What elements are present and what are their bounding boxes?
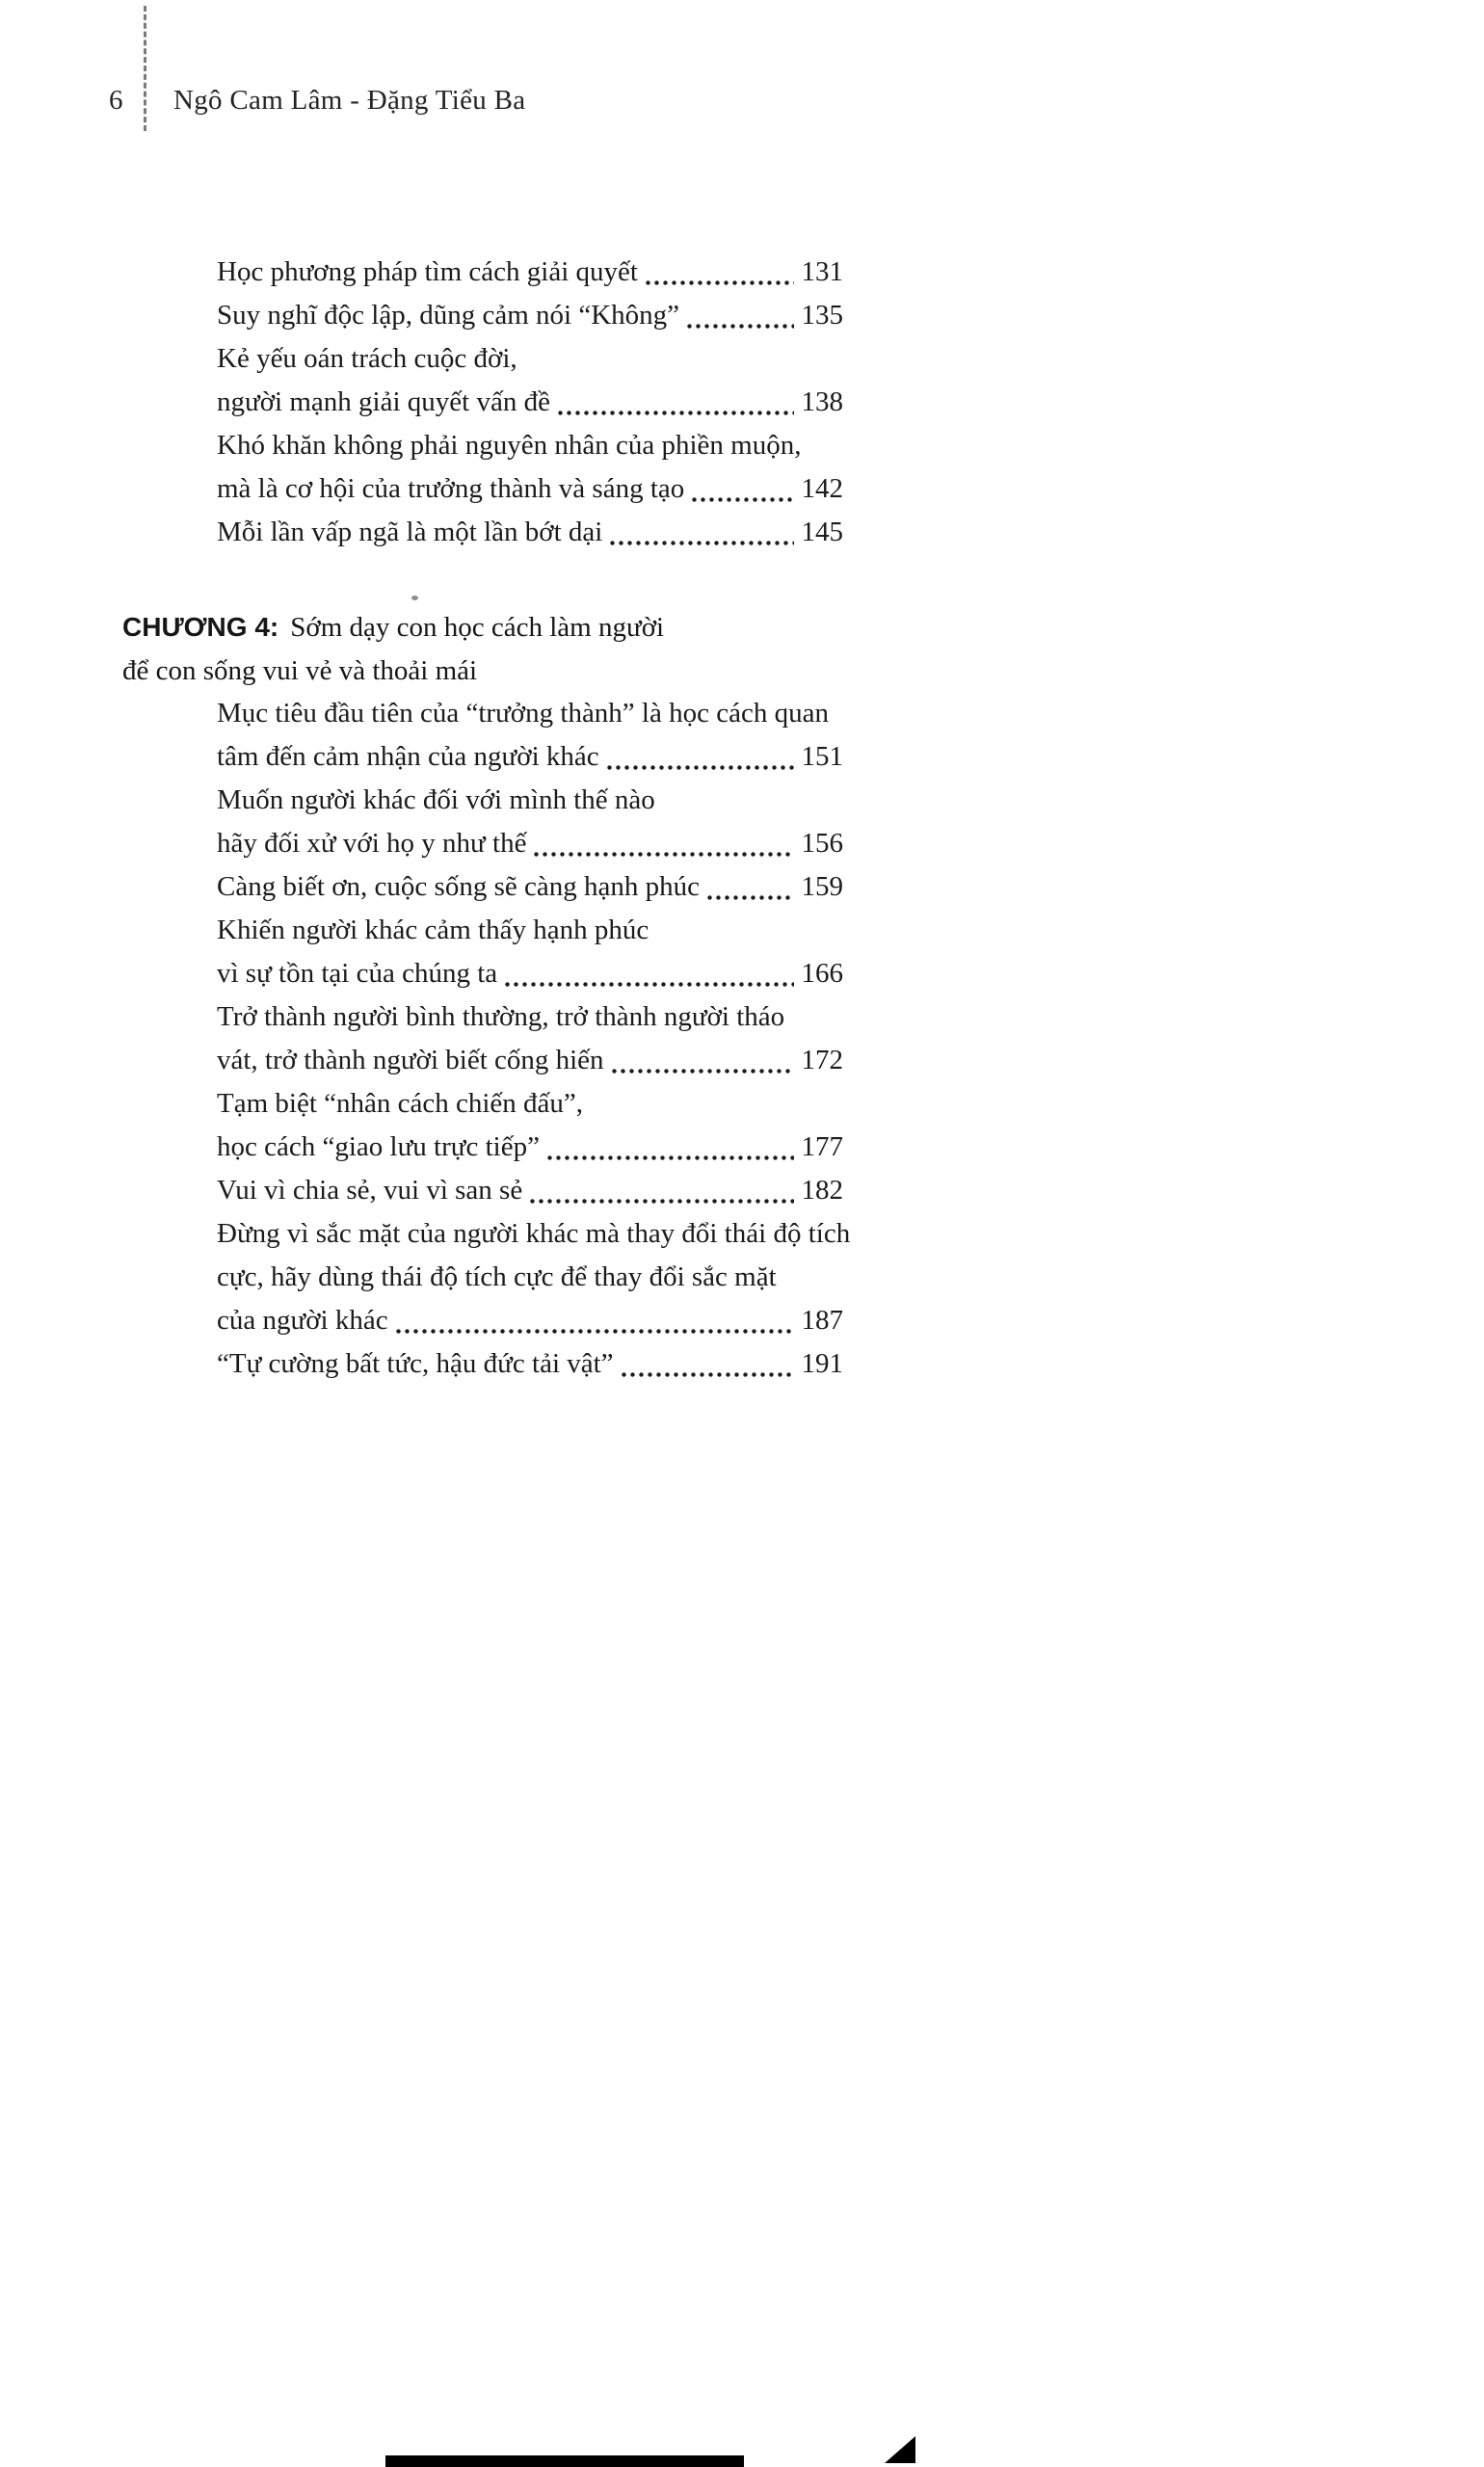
dot-leader xyxy=(705,895,794,900)
dot-leader xyxy=(545,1155,794,1160)
dot-leader xyxy=(644,280,794,285)
toc-section-chapter-4 xyxy=(217,692,851,1386)
toc-entry xyxy=(217,251,843,294)
dot-leader xyxy=(608,541,793,545)
toc-page-number: 142 xyxy=(801,473,843,504)
toc-page-number: 191 xyxy=(801,1348,843,1379)
toc-entry-text: Học phương pháp tìm cách giải quyết xyxy=(217,256,638,287)
toc-page-number: 172 xyxy=(801,1045,843,1075)
toc-entry-text: tâm đến cảm nhận của người khác xyxy=(217,741,599,772)
chapter-title-line1: Sớm dạy con học cách làm người xyxy=(290,612,665,643)
dot-leader xyxy=(503,982,793,987)
toc-entry-text: Suy nghĩ độc lập, dũng cảm nói “Không” xyxy=(217,300,680,331)
toc-page-number: 156 xyxy=(801,828,843,859)
dot-leader xyxy=(685,324,793,329)
toc-entry-text: Vui vì chia sẻ, vui vì san sẻ xyxy=(217,1175,523,1206)
toc-entry xyxy=(217,381,843,424)
toc-entry xyxy=(217,735,843,779)
toc-page-number: 145 xyxy=(801,517,843,547)
scan-artifact-dot xyxy=(411,596,418,600)
toc-page-number: 151 xyxy=(801,741,843,772)
chapter-heading-line1 xyxy=(122,605,951,650)
toc-entry-text: Đừng vì sắc mặt của người khác mà thay đổi thái độ tích xyxy=(217,1218,851,1249)
toc-entry-text: học cách “giao lưu trực tiếp” xyxy=(217,1131,540,1162)
toc-entry-text: Tạm biệt “nhân cách chiến đấu”, xyxy=(217,1088,584,1119)
toc-entry xyxy=(217,1039,843,1082)
toc-entry-text: mà là cơ hội của trưởng thành và sáng tạo xyxy=(217,473,685,504)
toc-entry xyxy=(217,467,843,511)
toc-entry-text: vát, trở thành người biết cống hiến xyxy=(217,1045,604,1075)
dot-leader xyxy=(620,1372,794,1377)
chapter-heading xyxy=(122,605,951,693)
running-header-authors: Ngô Cam Lâm - Đặng Tiểu Ba xyxy=(173,85,526,116)
toc-entry xyxy=(217,952,843,995)
toc-page-number: 177 xyxy=(801,1131,843,1162)
toc-entry xyxy=(217,865,843,909)
toc-page-number: 187 xyxy=(801,1305,843,1336)
toc-page-number: 159 xyxy=(801,871,843,902)
toc-entry-text: Trở thành người bình thường, trở thành người tháo xyxy=(217,1001,785,1032)
toc-entry xyxy=(217,1126,843,1169)
toc-page-number: 166 xyxy=(801,958,843,989)
toc-entry xyxy=(217,822,843,865)
chapter-label: CHƯƠNG 4: xyxy=(122,612,279,642)
toc-entry-text: Mục tiêu đầu tiên của “trưởng thành” là học cách quan xyxy=(217,698,829,729)
toc-entry xyxy=(217,1299,843,1342)
toc-page-number: 182 xyxy=(801,1175,843,1206)
toc-entry-text: “Tự cường bất tức, hậu đức tải vật” xyxy=(217,1348,614,1379)
running-header xyxy=(109,85,525,117)
toc-entry-text: Khiến người khác cảm thấy hạnh phúc xyxy=(217,915,649,945)
toc-entry xyxy=(217,1169,843,1212)
dot-leader xyxy=(556,411,794,415)
footer-black-bar xyxy=(385,2455,744,2467)
toc-entry-text: Càng biết ơn, cuộc sống sẽ càng hạnh phúc xyxy=(217,871,700,902)
toc-entry-text: vì sự tồn tại của chúng ta xyxy=(217,958,498,989)
toc-entry-text: hãy đối xử với họ y như thế xyxy=(217,828,527,859)
dot-leader xyxy=(532,852,793,857)
page-number: 6 xyxy=(109,85,123,116)
page-corner-mark xyxy=(885,2436,915,2463)
toc-entry-text: Khó khăn không phải nguyên nhân của phiền muộn, xyxy=(217,430,802,461)
toc-entry-text: Muốn người khác đối với mình thế nào xyxy=(217,784,655,815)
toc-entry xyxy=(217,1342,843,1386)
dot-leader xyxy=(690,497,793,502)
toc-entry xyxy=(217,511,843,554)
dot-leader xyxy=(605,765,794,770)
dot-leader xyxy=(610,1069,794,1074)
chapter-title-line2: để con sống vui vẻ và thoải mái xyxy=(122,655,478,686)
toc-section-before-chapter xyxy=(217,251,843,554)
toc-page-number: 135 xyxy=(801,300,843,331)
toc-page-number: 138 xyxy=(801,386,843,417)
toc-entry-text: người mạnh giải quyết vấn đề xyxy=(217,386,550,417)
toc-page-number: 131 xyxy=(801,256,843,287)
toc-entry-text: của người khác xyxy=(217,1305,388,1336)
dot-leader xyxy=(528,1199,793,1204)
toc-entry-text: Kẻ yếu oán trách cuộc đời, xyxy=(217,343,517,374)
dot-leader xyxy=(394,1329,794,1334)
toc-entry-text: cực, hãy dùng thái độ tích cực để thay đổi sắc mặt xyxy=(217,1261,777,1292)
toc-entry-text: Mỗi lần vấp ngã là một lần bớt dại xyxy=(217,517,603,547)
toc-entry xyxy=(217,294,843,337)
